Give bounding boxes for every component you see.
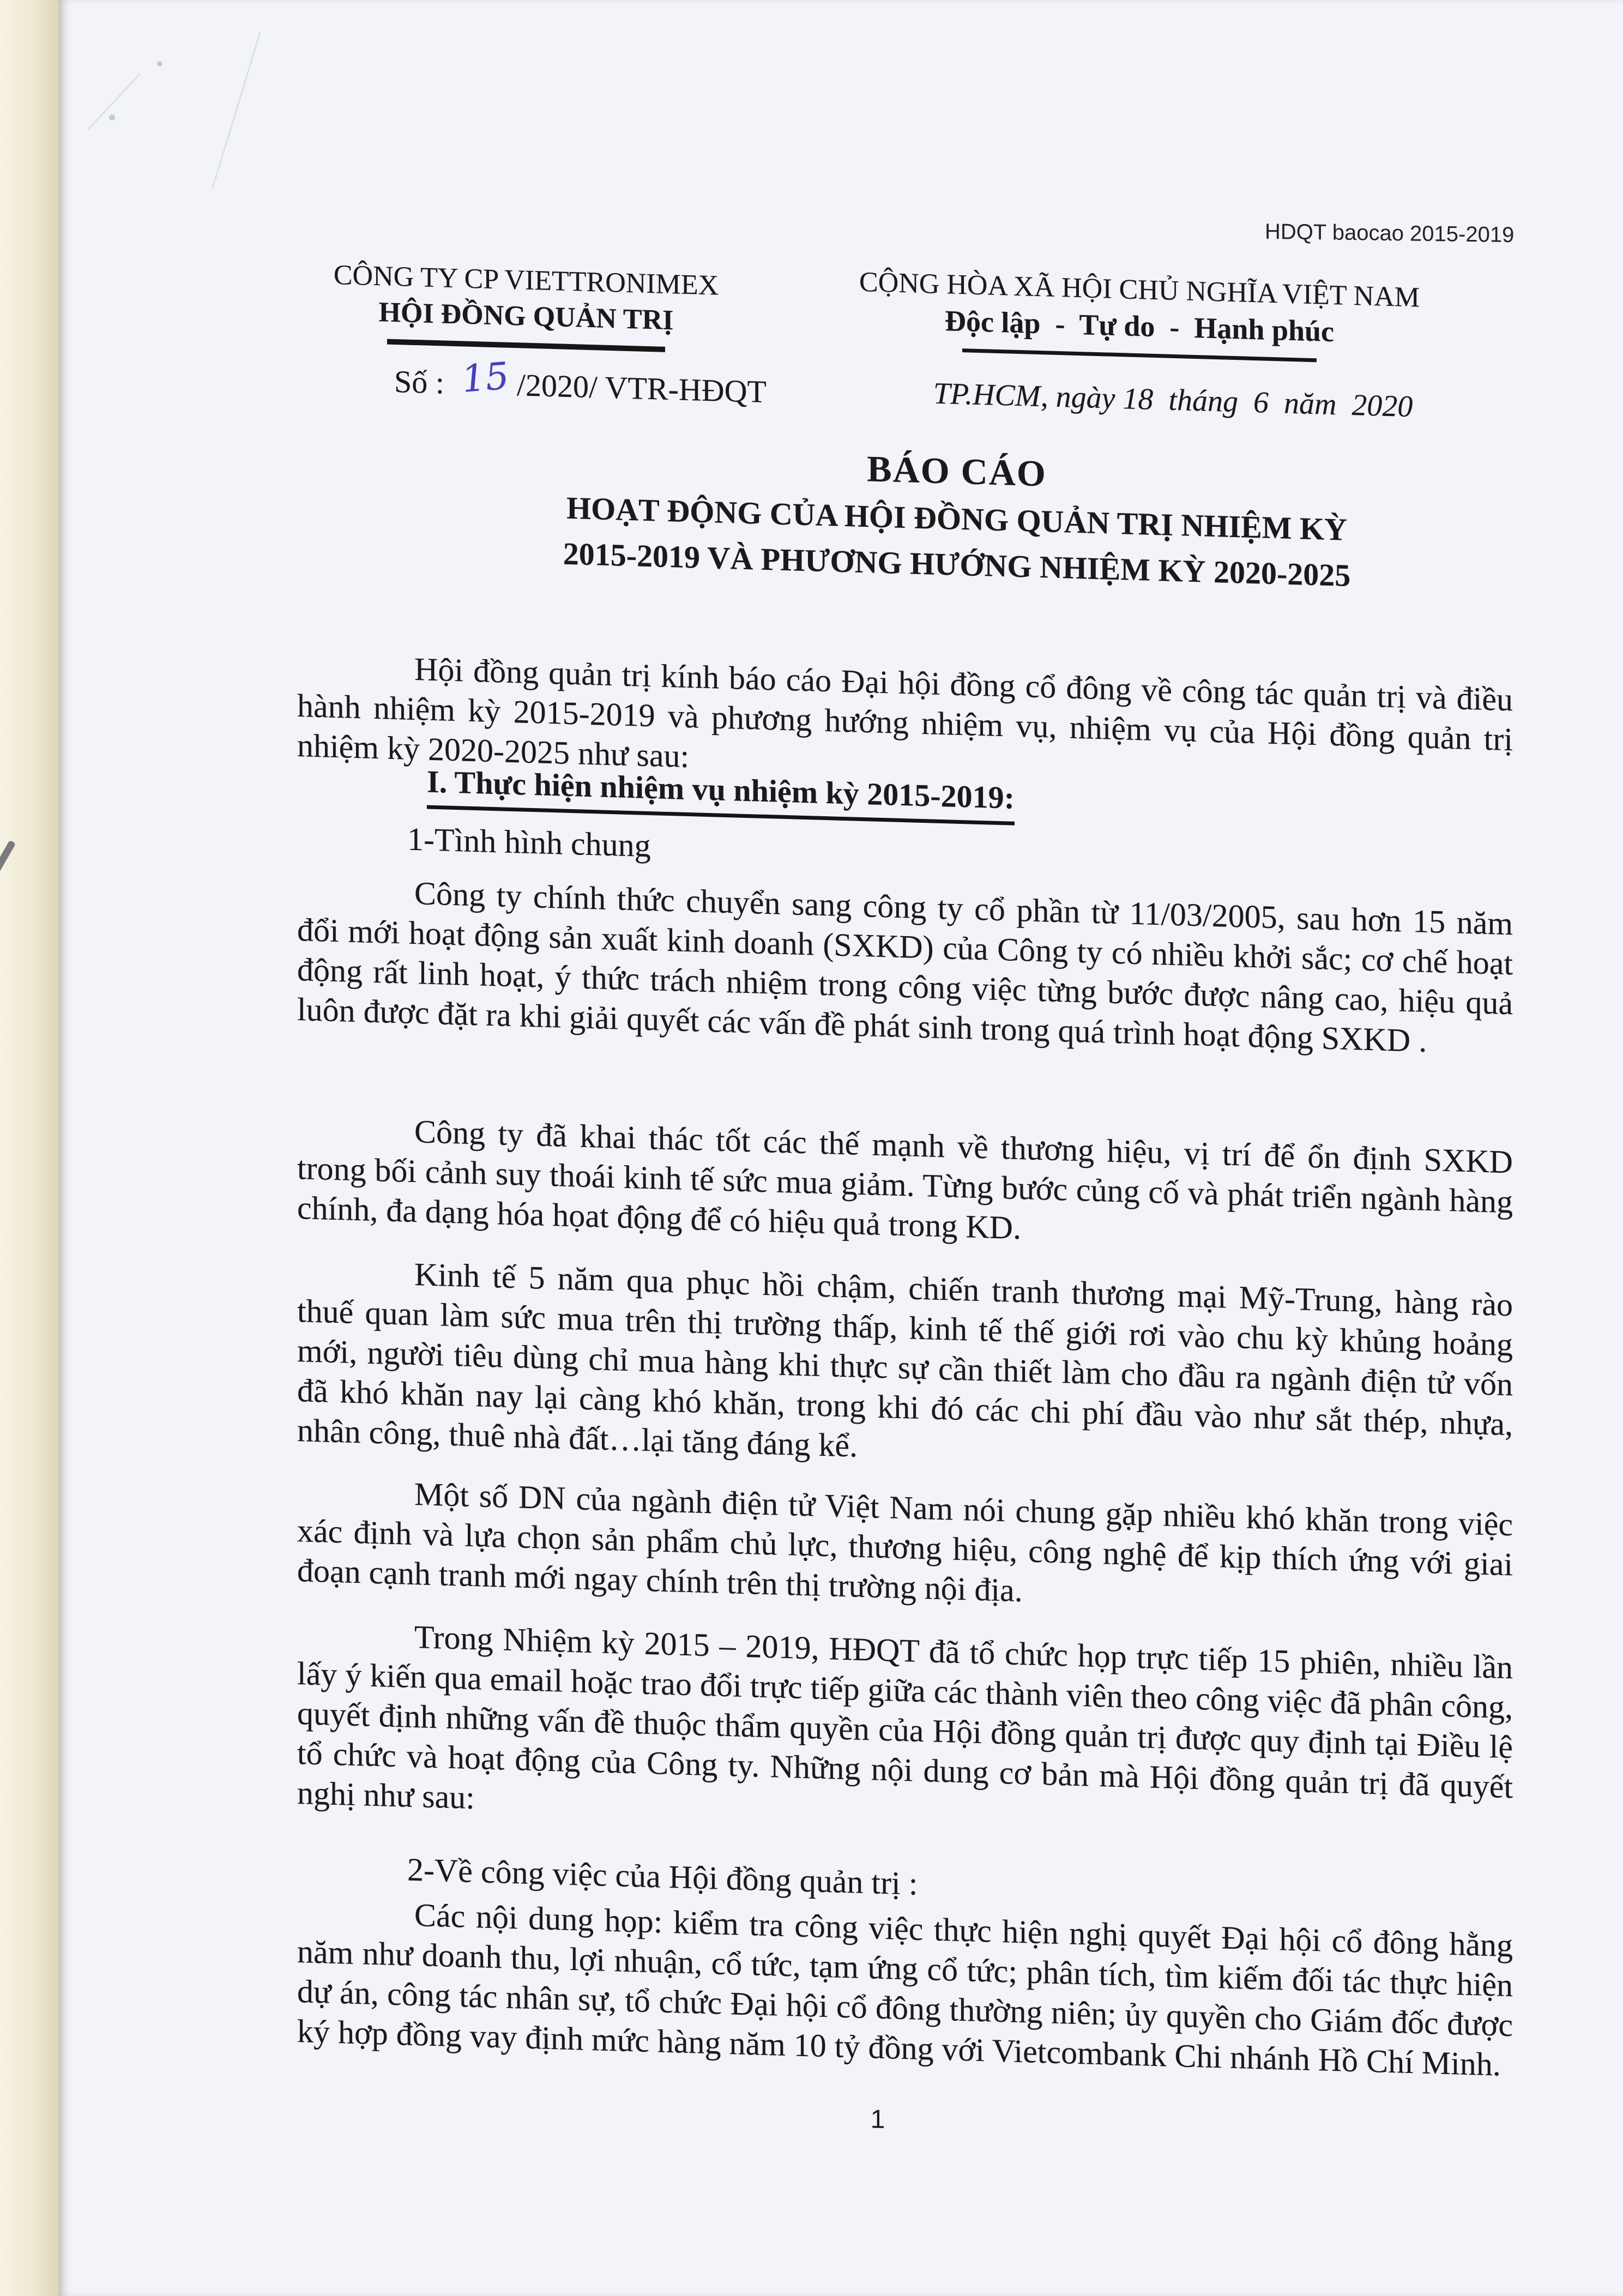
staple-hole-mark bbox=[157, 61, 162, 67]
body-paragraph: Công ty đã khai thác tốt các thế mạnh về thương hiệu, vị trí để ổn định SXKD trong bối cảnh suy thoái kinh tế sức mua giảm. Từng bước củng cố và phát triển ngành hàng chính, đa dạng hóa họat động để có hiệu quả trong KD. bbox=[297, 1113, 1513, 1246]
republic-title: CỘNG HÒA XÃ HỘI CHỦ NGHĨA VIỆT NAM bbox=[859, 266, 1420, 314]
subsection-1-heading: 1-Tình hình chung bbox=[407, 821, 651, 864]
document-content bbox=[297, 174, 1518, 2215]
document-number-suffix: /2020/ VTR-HĐQT bbox=[516, 367, 767, 410]
body-paragraph: Một số DN của ngành điện tử Việt Nam nói chung gặp nhiều khó khăn trong việc xác định và lựa chọn sản phẩm chủ lực, thương hiệu, công nghệ để kịp thích ứng với giai đoạn cạnh tranh mới ngay chính trên thị trường nội địa. bbox=[297, 1476, 1513, 1609]
body-paragraph: Công ty chính thức chuyển sang công ty cổ phần từ 11/03/2005, sau hơn 15 năm đổi mới hoạt động sản xuất kinh doanh (SXKD) của Công ty có nhiều khởi sắc; cơ chế hoạt động rất linh hoạt, ý thức trách nhiệm trong công việc từng bước được nâng cao, hiệu quả luôn được đặt ra khi giải quyết các vấn đề phát sinh trong quá trình hoạt động SXKD . bbox=[297, 875, 1513, 1059]
issuing-organization-block bbox=[297, 256, 755, 354]
scanner-bed-strip bbox=[0, 0, 59, 2296]
document-number-line bbox=[394, 354, 767, 412]
national-motto: Độc lập - Tự do - Hạnh phúc bbox=[944, 304, 1335, 348]
subsection-2-heading: 2-Về công việc của Hội đồng quản trị : bbox=[407, 1851, 918, 1902]
motto-underline-rule bbox=[962, 348, 1317, 362]
place-date-line: TP.HCM, ngày 18 tháng 6 năm 2020 bbox=[933, 376, 1413, 424]
national-header-block bbox=[796, 263, 1483, 367]
company-name: CÔNG TY CP VIETTRONIMEX bbox=[333, 259, 719, 302]
staple-hole-mark bbox=[109, 115, 115, 120]
section-1-heading: I. Thực hiện nhiệm vụ nhiệm kỳ 2015-2019: bbox=[427, 763, 1015, 825]
document-number-prefix: Số : bbox=[394, 363, 452, 401]
body-paragraph: Kinh tế 5 năm qua phục hồi chậm, chiến tranh thương mại Mỹ-Trung, hàng rào thuế quan làm sức mua trên thị trường thấp, kinh tế thế giới rơi vào chu kỳ khủng hoảng mới, người tiêu dùng chỉ mua hàng khi thực sự cần thiết làm cho đầu ra ngành điện tử vốn đã khó khăn nay lại càng khó khăn, trong khi đó các chi phí đầu vào như sắt thép, nhựa, nhân công, thuê nhà đất…lại tăng đáng kể. bbox=[297, 1256, 1513, 1464]
corner-filename-note: HDQT baocao 2015-2019 bbox=[1265, 219, 1515, 248]
page-number: 1 bbox=[870, 2105, 885, 2135]
org-underline-rule bbox=[387, 339, 665, 352]
report-subtitle-line2: 2015-2019 VÀ PHƯƠNG HƯỚNG NHIỆM KỲ 2020-2025 bbox=[563, 535, 1351, 593]
board-name: HỘI ĐỒNG QUẢN TRỊ bbox=[378, 297, 674, 336]
report-subtitle-line1: HOẠT ĐỘNG CỦA HỘI ĐỒNG QUẢN TRỊ NHIỆM KỲ bbox=[566, 490, 1347, 547]
body-paragraph: Trong Nhiệm kỳ 2015 – 2019, HĐQT đã tổ chức họp trực tiếp 15 phiên, nhiều lần lấy ý kiến qua email hoặc trao đổi trực tiếp giữa các thành viên theo công việc đã phân công, quyết định những vấn đề thuộc thẩm quyền của Hội đồng quản trị được quy định tại Điều lệ tổ chức và hoạt động của Công ty. Những nội dung cơ bản mà Hội đồng quản trị đã quyết nghị như sau: bbox=[297, 1619, 1513, 1816]
report-title-block bbox=[346, 432, 1567, 602]
report-title: BÁO CÁO bbox=[867, 448, 1047, 495]
handwritten-document-number: 15 bbox=[460, 354, 511, 401]
intro-paragraph: Hội đồng quản trị kính báo cáo Đại hội đồng cổ đông về công tác quản trị và điều hành nhiệm kỳ 2015-2019 và phương hướng nhiệm vụ, nhiệm vụ của Hội đồng quản trị nhiệm kỳ 2020-2025 như sau: bbox=[297, 651, 1513, 775]
closing-paragraph: Các nội dung họp: kiểm tra công việc thực hiện nghị quyết Đại hội cổ đông hằng năm như doanh thu, lợi nhuận, cổ tức, tạm ứng cổ tức; phân tích, tìm kiếm đối tác thực hiện dự án, công tác nhân sự, tổ chức Đại hội cổ đông thường niên; ủy quyền cho Giám đốc được ký hợp đồng vay định mức hàng năm 10 tỷ đồng với Vietcombank Chi nhánh Hồ Chí Minh. bbox=[297, 1897, 1513, 2083]
